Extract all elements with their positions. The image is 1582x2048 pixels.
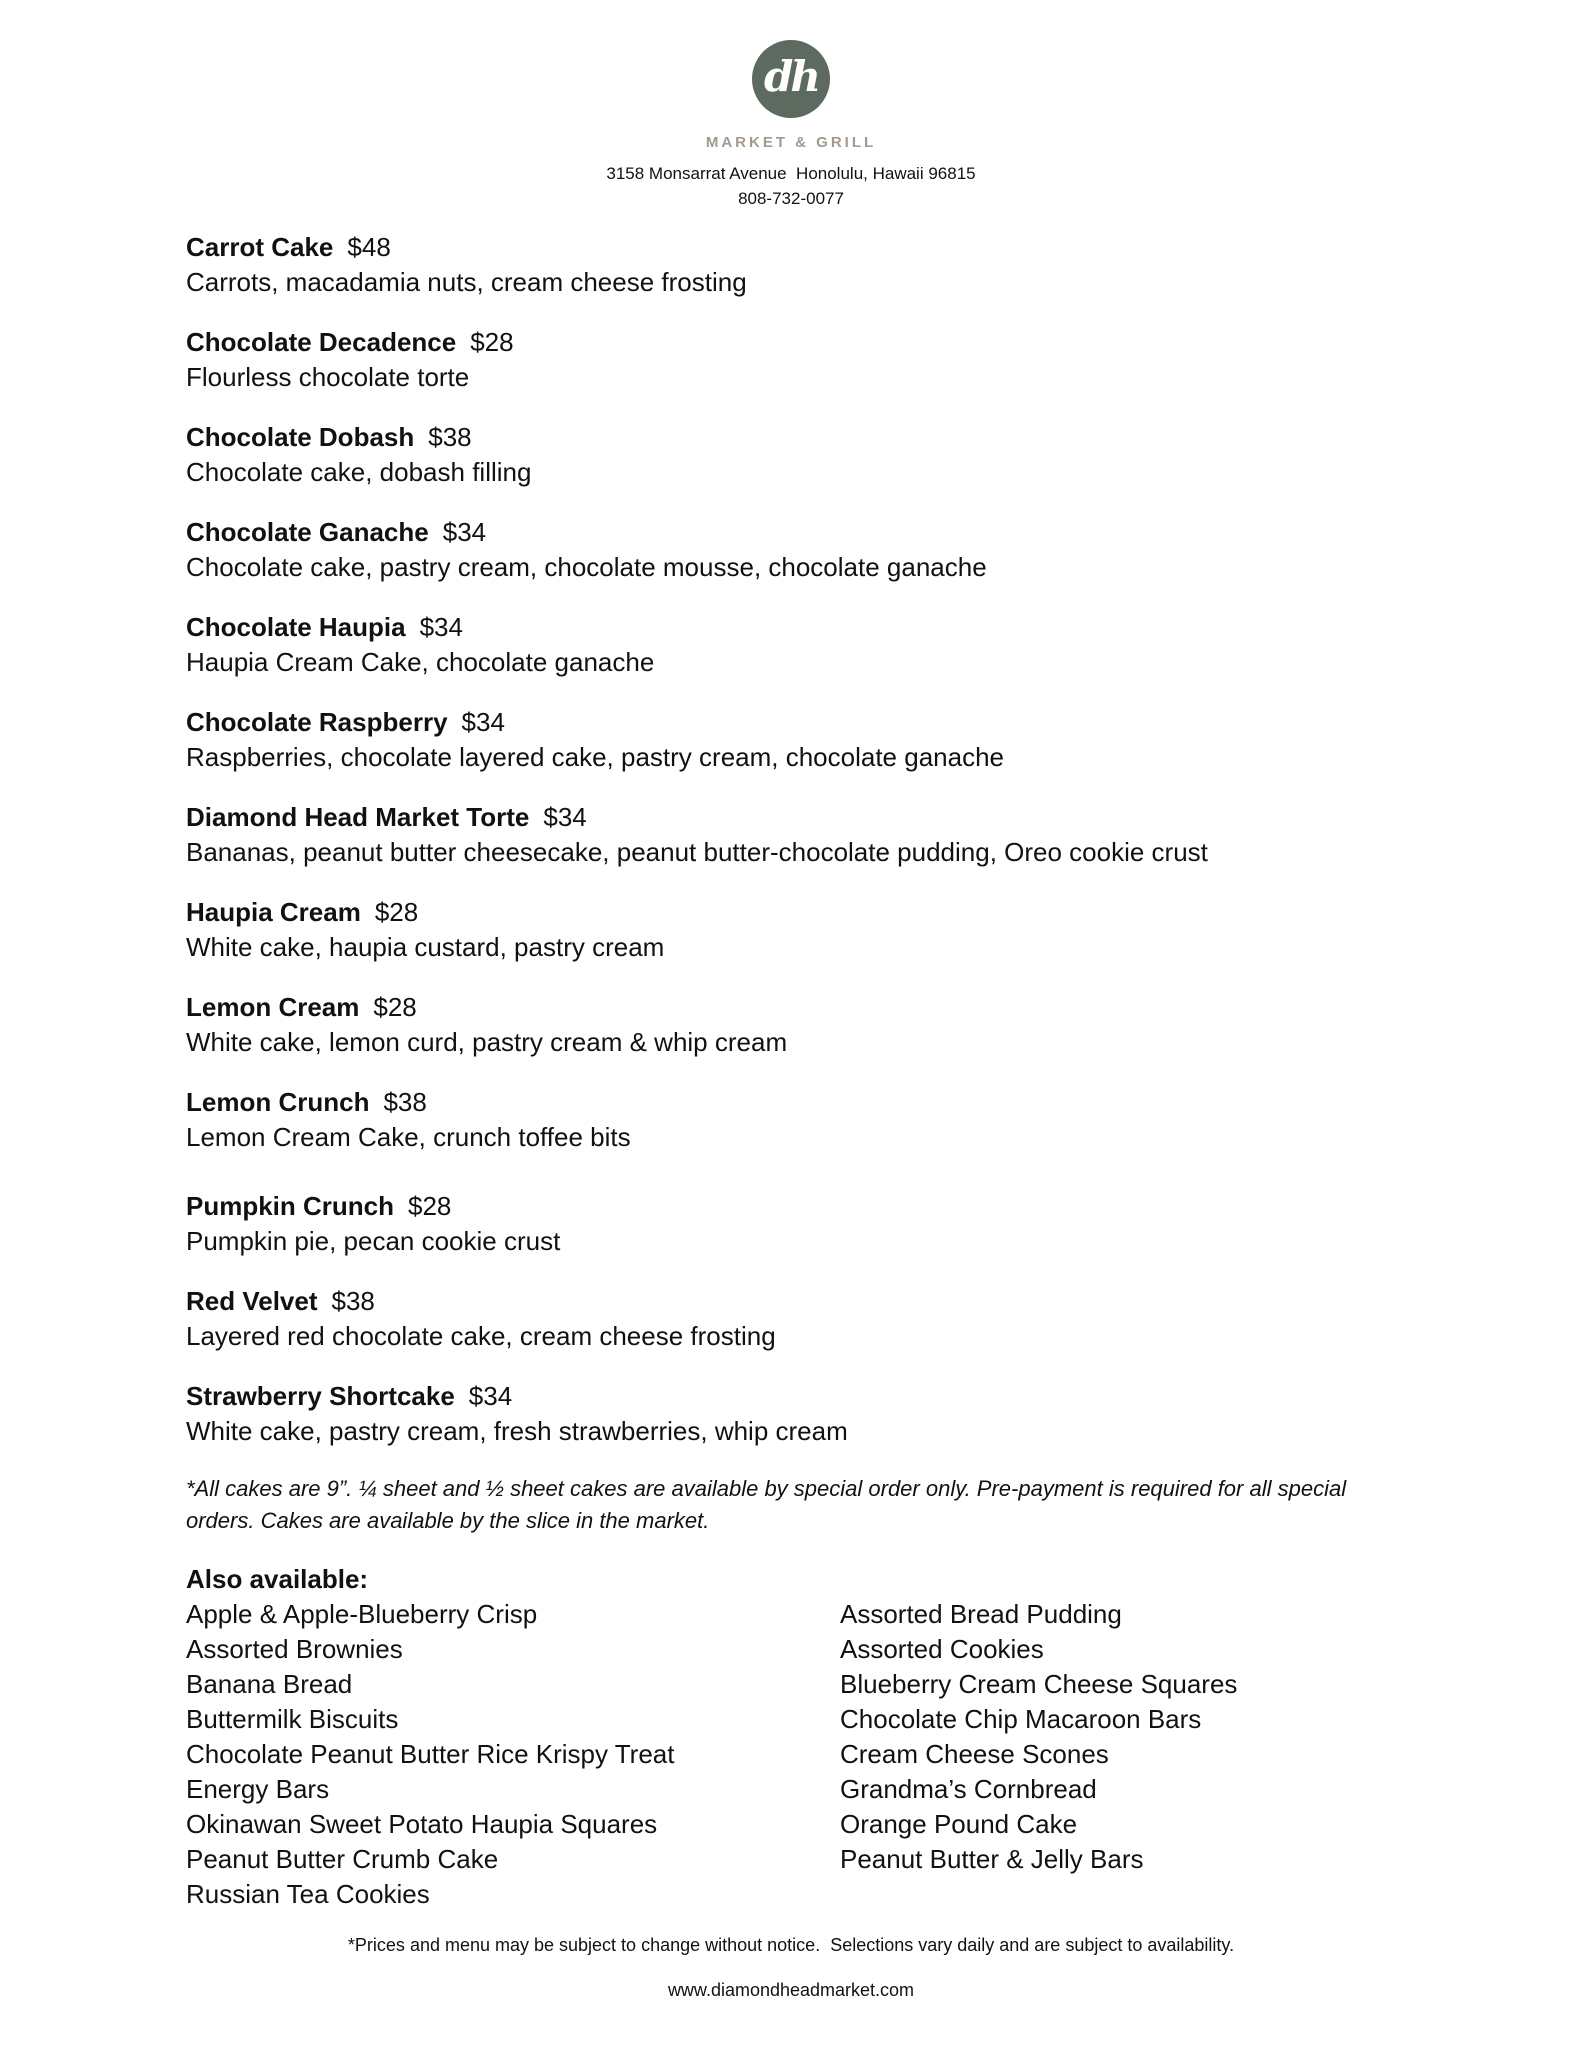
item-description: Lemon Cream Cake, crunch toffee bits	[186, 1122, 631, 1152]
menu-item	[186, 705, 1386, 800]
item-name: Chocolate Ganache	[186, 517, 429, 547]
menu-item	[186, 610, 1386, 705]
list-item: Cream Cheese Scones	[840, 1739, 1109, 1769]
also-available-left-column	[186, 1597, 674, 1912]
item-price: $38	[383, 1087, 427, 1117]
phone: 808-732-0077	[738, 189, 844, 208]
item-name: Red Velvet	[186, 1286, 318, 1316]
item-description: White cake, haupia custard, pastry cream	[186, 932, 665, 962]
list-item: Energy Bars	[186, 1774, 330, 1804]
item-name: Lemon Cream	[186, 992, 360, 1022]
item-name: Chocolate Raspberry	[186, 707, 448, 737]
list-item: Peanut Butter & Jelly Bars	[840, 1844, 1144, 1874]
menu-item	[186, 1189, 1386, 1284]
address-block	[0, 161, 1582, 211]
list-item: Assorted Bread Pudding	[840, 1599, 1122, 1629]
list-item: Apple & Apple-Blueberry Crisp	[186, 1599, 538, 1629]
item-name: Haupia Cream	[186, 897, 361, 927]
item-name: Chocolate Decadence	[186, 327, 457, 357]
item-price: $34	[419, 612, 463, 642]
item-name: Strawberry Shortcake	[186, 1381, 455, 1411]
item-description: Layered red chocolate cake, cream cheese frosting	[186, 1321, 776, 1351]
item-price: $28	[374, 897, 419, 927]
item-description: White cake, lemon curd, pastry cream & whip cream	[186, 1027, 788, 1057]
item-price: $34	[468, 1381, 513, 1411]
item-name: Pumpkin Crunch	[186, 1191, 395, 1221]
logo	[752, 40, 830, 118]
address: 3158 Monsarrat Avenue Honolulu, Hawaii 96815	[606, 164, 976, 183]
list-item: Okinawan Sweet Potato Haupia Squares	[186, 1809, 658, 1839]
menu-item	[186, 1284, 1386, 1379]
item-price: $28	[470, 327, 514, 357]
list-item: Chocolate Chip Macaroon Bars	[840, 1704, 1202, 1734]
item-price: $34	[461, 707, 505, 737]
list-item: Assorted Cookies	[840, 1634, 1044, 1664]
menu-item	[186, 230, 1386, 325]
item-description: Haupia Cream Cake, chocolate ganache	[186, 647, 655, 677]
item-price: $38	[428, 422, 472, 452]
brand-subtitle: MARKET & GRILL	[705, 134, 877, 151]
menu-item	[186, 1085, 1386, 1189]
menu-item	[186, 990, 1386, 1085]
item-name: Carrot Cake	[186, 232, 334, 262]
list-item: Blueberry Cream Cheese Squares	[840, 1669, 1238, 1699]
item-description: Raspberries, chocolate layered cake, pastry cream, chocolate ganache	[186, 742, 1004, 772]
cake-note: *All cakes are 9”. ¼ sheet and ½ sheet cakes are available by special order only. Pre-payment is required for all special orders. Cakes are available by the slice in the market.	[186, 1476, 1347, 1533]
menu-item	[186, 1379, 1386, 1474]
item-price: $28	[408, 1191, 452, 1221]
also-available-right-column	[840, 1597, 1237, 1877]
list-item: Grandma’s Cornbread	[840, 1774, 1097, 1804]
item-description: Flourless chocolate torte	[186, 362, 470, 392]
item-price: $48	[347, 232, 391, 262]
item-name: Chocolate Haupia	[186, 612, 406, 642]
logo-text: dh	[764, 52, 818, 101]
item-description: Chocolate cake, pastry cream, chocolate mousse, chocolate ganache	[186, 552, 987, 582]
also-available-title: Also available:	[186, 1564, 369, 1594]
website-link[interactable]: www.diamondheadmarket.com	[667, 1980, 915, 2000]
item-description: Bananas, peanut butter cheesecake, peanut butter-chocolate pudding, Oreo cookie crust	[186, 837, 1208, 867]
list-item: Russian Tea Cookies	[186, 1879, 430, 1909]
header	[0, 40, 1582, 211]
item-price: $34	[543, 802, 587, 832]
disclaimer: *Prices and menu may be subject to change without notice. Selections vary daily and are subject to availability.	[347, 1935, 1235, 1955]
item-name: Chocolate Dobash	[186, 422, 415, 452]
item-price: $38	[331, 1286, 375, 1316]
list-item: Buttermilk Biscuits	[186, 1704, 399, 1734]
item-description: Chocolate cake, dobash filling	[186, 457, 532, 487]
item-name: Lemon Crunch	[186, 1087, 370, 1117]
item-description: Pumpkin pie, pecan cookie crust	[186, 1226, 561, 1256]
cake-menu	[186, 230, 1386, 1474]
item-description: White cake, pastry cream, fresh strawberries, whip cream	[186, 1416, 848, 1446]
menu-item	[186, 515, 1386, 610]
item-price: $34	[442, 517, 487, 547]
menu-item	[186, 800, 1386, 895]
list-item: Chocolate Peanut Butter Rice Krispy Treat	[186, 1739, 675, 1769]
item-description: Carrots, macadamia nuts, cream cheese frosting	[186, 267, 747, 297]
list-item: Assorted Brownies	[186, 1634, 403, 1664]
item-price: $28	[373, 992, 417, 1022]
menu-item	[186, 895, 1386, 990]
menu-item	[186, 325, 1386, 420]
list-item: Orange Pound Cake	[840, 1809, 1078, 1839]
menu-item	[186, 420, 1386, 515]
list-item: Banana Bread	[186, 1669, 353, 1699]
item-name: Diamond Head Market Torte	[186, 802, 530, 832]
list-item: Peanut Butter Crumb Cake	[186, 1844, 499, 1874]
